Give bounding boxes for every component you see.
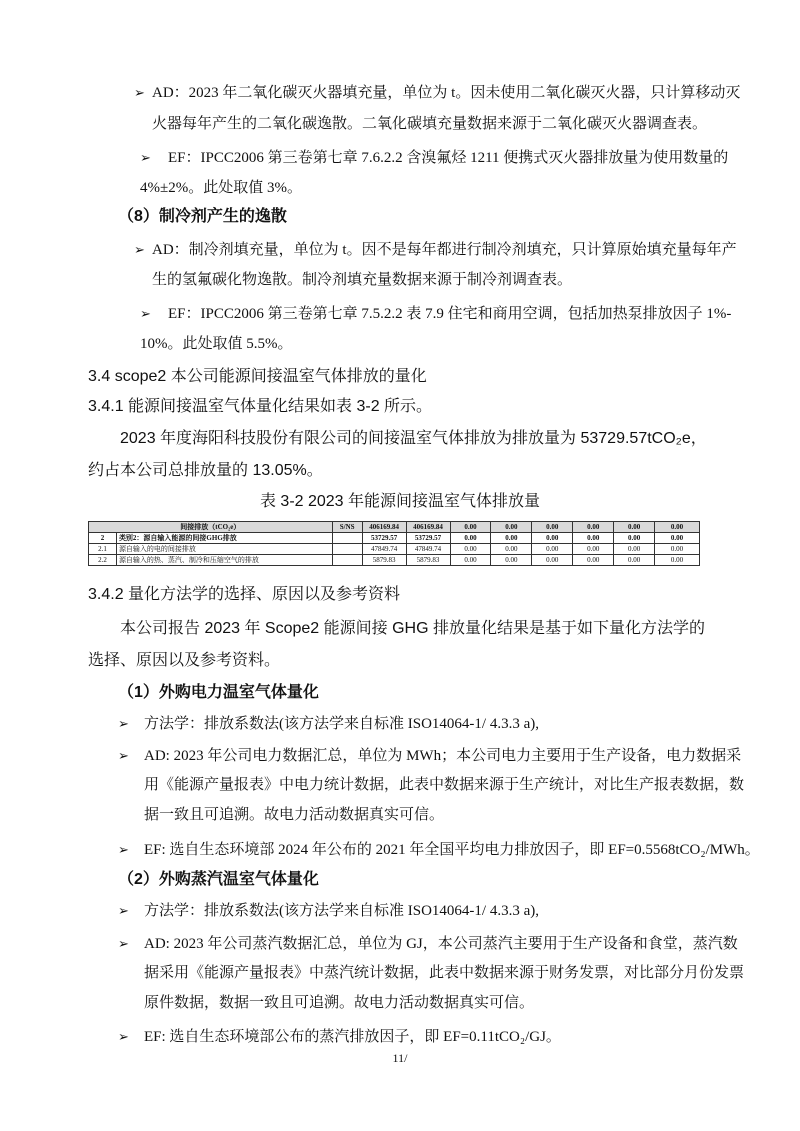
table-header-row <box>89 522 700 533</box>
ef-refrigerant-line2: 10%。此处取值 5.5%。 <box>140 336 293 352</box>
table-cell: 0.00 <box>573 555 614 566</box>
ad-refrigerant-line1: AD：制冷剂填充量，单位为 t。因不是每年都进行制冷剂填充，只计算原始填充量每年产 <box>152 242 737 258</box>
table-cell: 53729.57 <box>362 533 406 544</box>
bullet-arrow-icon: ➢ <box>140 150 151 165</box>
table-cell: 0.00 <box>491 544 532 555</box>
electricity-ef-text: EF: 选自生态环境部 2024 年公布的 2021 年全国平均电力排放因子，即 EF=0.5568tCO₂/MWh。 <box>144 842 760 858</box>
bullet-arrow-icon: ➢ <box>118 842 129 857</box>
table-cell: 源自输入的电的间接排放 <box>116 544 332 555</box>
table-cell: 2 <box>89 533 117 544</box>
table-cell: 0.00 <box>573 544 614 555</box>
section-3-4-title: 3.4 scope2 本公司能源间接温室气体排放的量化 <box>88 368 427 385</box>
table-caption: 表 3-2 2023 年能源间接温室气体排放量 <box>259 493 541 510</box>
bullet-arrow-icon: ➢ <box>118 716 129 731</box>
electricity-method-text: 方法学：排放系数法(该方法学来自标准 ISO14064-1/ 4.3.3 a), <box>144 716 539 732</box>
indirect-emission-summary-line1: 2023 年度海阳科技股份有限公司的间接温室气体排放为排放量为 53729.57tCO₂e， <box>120 430 707 447</box>
table-cell <box>332 544 362 555</box>
table-cell: 0.00 <box>614 533 655 544</box>
table-cell: 0.00 <box>450 544 491 555</box>
table-cell <box>332 555 362 566</box>
table-cell: 0.00 <box>614 555 655 566</box>
heading-refrigerant: （8）制冷剂产生的逸散 <box>118 208 287 225</box>
steam-ad-line2: 据采用《能源产量报表》中蒸汽统计数据，此表中数据来源于财务发票，对比部分月份发票 <box>144 965 745 981</box>
table-cell: 0.00 <box>532 544 573 555</box>
table-cell: 2.1 <box>89 544 117 555</box>
table-cell: 0.00 <box>532 533 573 544</box>
table-header-cell: 0.00 <box>532 522 573 533</box>
heading-purchased-steam: （2）外购蒸汽温室气体量化 <box>118 871 319 888</box>
steam-ad-line3: 原件数据，数据一致且可追溯。故电力活动数据真实可信。 <box>144 995 535 1011</box>
bullet-arrow-icon: ➢ <box>134 242 145 257</box>
table-cell: 53729.57 <box>406 533 450 544</box>
table-header-cell: 0.00 <box>614 522 655 533</box>
electricity-ad-line1: AD: 2023 年公司电力数据汇总，单位为 MWh；本公司电力主要用于生产设备，电力数据采 <box>144 748 742 764</box>
electricity-ad-line2: 用《能源产量报表》中电力统计数据，此表中数据来源于生产统计，对比生产报表数据，数 <box>144 777 745 793</box>
table-header-cell: 0.00 <box>450 522 491 533</box>
method-intro-line1: 本公司报告 2023 年 Scope2 能源间接 GHG 排放量化结果是基于如下量化方法学的 <box>120 620 705 637</box>
table-header-cell: 0.00 <box>491 522 532 533</box>
table-cell: 0.00 <box>614 544 655 555</box>
table-header-cell: 0.00 <box>573 522 614 533</box>
bullet-arrow-icon: ➢ <box>118 1029 129 1044</box>
table-cell <box>332 533 362 544</box>
table-cell: 0.00 <box>532 555 573 566</box>
table-cell: 0.00 <box>655 544 700 555</box>
table-header-cell: 0.00 <box>655 522 700 533</box>
table-header-cell: 406169.84 <box>362 522 406 533</box>
table-cell: 2.2 <box>89 555 117 566</box>
ef-extinguisher-line2: 4%±2%。此处取值 3%。 <box>140 180 302 196</box>
electricity-ad-line3: 据一致且可追溯。故电力活动数据真实可信。 <box>144 807 445 823</box>
table-header-cell: 间接排放（tCO₂e） <box>89 522 333 533</box>
steam-method-text: 方法学：排放系数法(该方法学来自标准 ISO14064-1/ 4.3.3 a), <box>144 903 539 919</box>
table-cell: 47849.74 <box>362 544 406 555</box>
table-cell: 0.00 <box>491 533 532 544</box>
table-cell: 类别2：源自输入能源的间接GHG排放 <box>116 533 332 544</box>
indirect-emission-table <box>88 521 700 566</box>
ad-co2-extinguisher-line2: 火器每年产生的二氧化碳逸散。二氧化碳填充量数据来源于二氧化碳灭火器调查表。 <box>152 116 708 132</box>
steam-ef-text: EF: 选自生态环境部公布的蒸汽排放因子，即 EF=0.11tCO₂/GJ。 <box>144 1029 561 1045</box>
ad-co2-extinguisher-line1: AD：2023 年二氧化碳灭火器填充量，单位为 t。因未使用二氧化碳灭火器，只计算移动灭 <box>152 85 741 101</box>
section-3-4-2-title: 3.4.2 量化方法学的选择、原因以及参考资料 <box>88 586 401 603</box>
table-cell: 0.00 <box>450 555 491 566</box>
table-cell: 0.00 <box>573 533 614 544</box>
method-intro-line2: 选择、原因以及参考资料。 <box>88 652 281 669</box>
table-cell: 0.00 <box>491 555 532 566</box>
bullet-arrow-icon: ➢ <box>140 306 151 321</box>
table-row <box>89 544 700 555</box>
page-number: 11/ <box>392 1051 408 1065</box>
heading-purchased-electricity: （1）外购电力温室气体量化 <box>118 684 319 701</box>
table-cell: 47849.74 <box>406 544 450 555</box>
table-cell: 0.00 <box>450 533 491 544</box>
ef-extinguisher-line1: EF：IPCC2006 第三卷第七章 7.6.2.2 含溴氟烃 1211 便携式灭火器排放量为使用数量的 <box>168 150 729 166</box>
table-header-cell: S/NS <box>332 522 362 533</box>
section-3-4-1-title: 3.4.1 能源间接温室气体量化结果如表 3-2 所示。 <box>88 398 433 415</box>
table-cell: 5879.83 <box>362 555 406 566</box>
bullet-arrow-icon: ➢ <box>134 85 145 100</box>
ef-refrigerant-line1: EF：IPCC2006 第三卷第七章 7.5.2.2 表 7.9 住宅和商用空调，包括加热泵排放因子 1%- <box>168 306 732 322</box>
bullet-arrow-icon: ➢ <box>118 936 129 951</box>
table-cell: 5879.83 <box>406 555 450 566</box>
steam-ad-line1: AD: 2023 年公司蒸汽数据汇总，单位为 GJ，本公司蒸汽主要用于生产设备和食堂，蒸汽数 <box>144 936 738 952</box>
table-row <box>89 533 700 544</box>
table-cell: 0.00 <box>655 555 700 566</box>
table-cell: 源自输入的热、蒸汽、制冷和压缩空气的排放 <box>116 555 332 566</box>
table-cell: 0.00 <box>655 533 700 544</box>
table-row <box>89 555 700 566</box>
bullet-arrow-icon: ➢ <box>118 748 129 763</box>
table-header-cell: 406169.84 <box>406 522 450 533</box>
indirect-emission-summary-line2: 约占本公司总排放量的 13.05%。 <box>88 462 323 479</box>
ad-refrigerant-line2: 生的氢氟碳化物逸散。制冷剂填充量数据来源于制冷剂调查表。 <box>152 272 573 288</box>
bullet-arrow-icon: ➢ <box>118 903 129 918</box>
